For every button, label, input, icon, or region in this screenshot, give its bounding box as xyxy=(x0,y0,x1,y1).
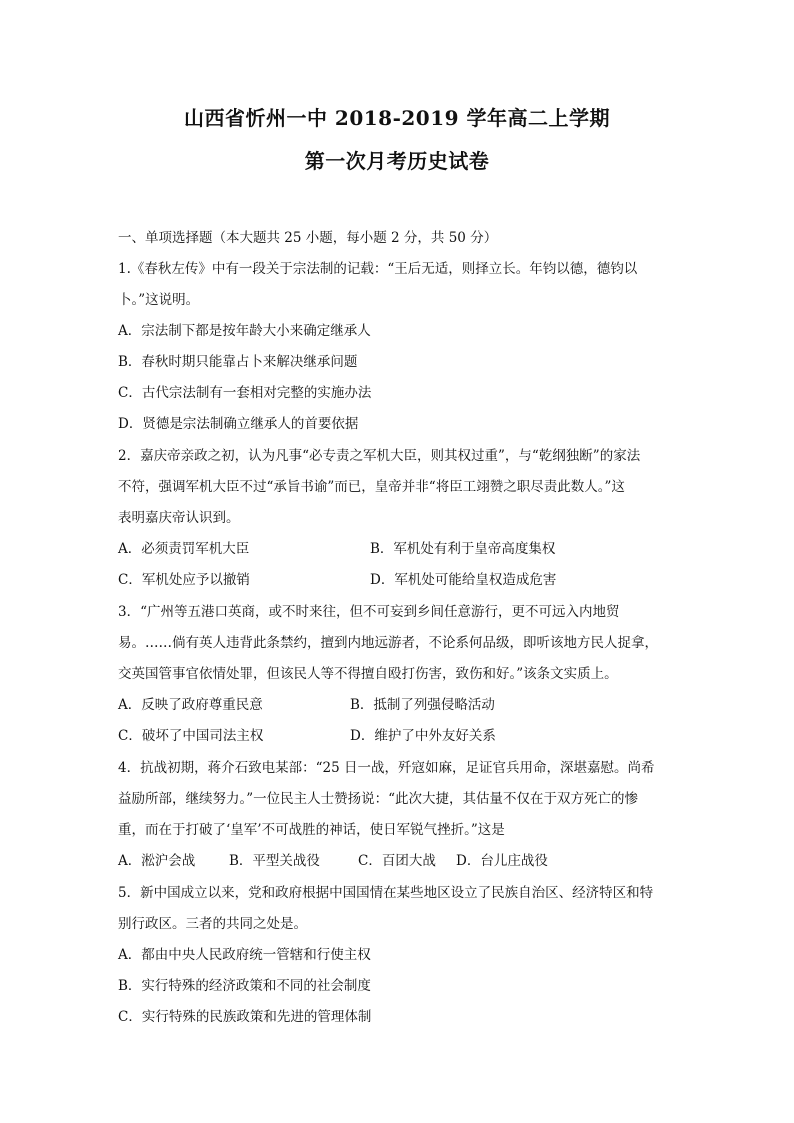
q4-stem-line2: 益励所部，继续努力。”一位民主人士赞扬说：“此次大捷，其估量不仅在于双方死亡的惨 xyxy=(118,791,639,807)
q4-option-b: B．平型关战役 xyxy=(229,853,320,869)
q5-stem-line1: 5．新中国成立以来，党和政府根据中国国情在某些地区设立了民族自治区、经济特区和特 xyxy=(118,885,654,901)
q3-option-c: C．破坏了中国司法主权 xyxy=(118,728,264,744)
q2-option-a: A．必须责罚军机大臣 xyxy=(118,541,250,557)
q3-option-a: A．反映了政府尊重民意 xyxy=(118,697,263,713)
q3-option-row-cd xyxy=(118,726,698,746)
q4-option-a: A．淞沪会战 xyxy=(118,853,196,869)
q2-option-row-cd xyxy=(118,570,698,590)
q1-option-a: A．宗法制下都是按年龄大小来确定继承人 xyxy=(118,323,371,339)
q4-stem-line3: 重，而在于打破了‘皇军’不可战胜的神话，使日军锐气挫折。”这是 xyxy=(118,822,505,838)
q3-option-b: B．抵制了列强侵略活动 xyxy=(350,697,495,713)
q3-option-d: D．维护了中外友好关系 xyxy=(350,728,496,744)
q3-stem-line1: 3．“广州等五港口英商，或不时来往，但不可妄到乡间任意游行，更不可远入内地贸 xyxy=(118,604,620,620)
q2-option-b: B．军机处有利于皇帝高度集权 xyxy=(370,541,556,557)
q4-option-row xyxy=(118,851,698,871)
q3-stem-line3: 交英国管事官依情处罪，但该民人等不得擅自殴打伤害，致伤和好。”该条文实质上。 xyxy=(118,666,618,682)
q5-option-a: A．都由中央人民政府统一管辖和行使主权 xyxy=(118,947,371,963)
q2-option-c: C．军机处应予以撤销 xyxy=(118,572,250,588)
q2-stem-line2: 不符，强调军机大臣不过“承旨书谕”而已，皇帝并非“将臣工翊赞之职尽责此数人。”这 xyxy=(118,479,625,495)
q4-option-c: C．百团大战 xyxy=(358,853,436,869)
exam-title-line2: 第一次月考历史试卷 xyxy=(304,149,490,173)
q1-option-c: C．古代宗法制有一套相对完整的实施办法 xyxy=(118,385,372,401)
q3-stem-line2: 易。……倘有英人违背此条禁约，擅到内地远游者，不论系何品级，即听该地方民人捉拿， xyxy=(118,635,658,651)
q2-option-d: D．军机处可能给皇权造成危害 xyxy=(370,572,557,588)
q1-option-d: D．贤德是宗法制确立继承人的首要依据 xyxy=(118,416,359,432)
q2-stem-line1: 2．嘉庆帝亲政之初，认为凡事“必专责之军机大臣，则其权过重”，与“乾纲独断”的家法 xyxy=(118,448,641,464)
q5-option-b: B．实行特殊的经济政策和不同的社会制度 xyxy=(118,978,371,994)
q4-stem-line1: 4．抗战初期，蒋介石致电某部：“25 日一战，歼寇如麻，足证官兵用命，深堪嘉慰。尚希 xyxy=(118,760,655,776)
q2-option-row-ab xyxy=(118,539,698,559)
q5-stem-line2: 别行政区。三者的共同之处是。 xyxy=(118,916,307,932)
q5-option-c: C．实行特殊的民族政策和先进的管理体制 xyxy=(118,1009,372,1025)
q1-stem-line2: 卜。”这说明。 xyxy=(118,292,200,308)
q2-stem-line3: 表明嘉庆帝认识到。 xyxy=(118,510,240,526)
exam-title-line1: 山西省忻州一中 2018-2019 学年高二上学期 xyxy=(183,106,611,130)
q1-option-b: B．春秋时期只能靠占卜来解决继承问题 xyxy=(118,354,358,370)
section-header: 一、单项选择题（本大题共 25 小题，每小题 2 分，共 50 分） xyxy=(118,230,498,246)
q3-option-row-ab xyxy=(118,695,698,715)
q1-stem-line1: 1.《春秋左传》中有一段关于宗法制的记载：“王后无适，则择立长。年钧以德，德钧以 xyxy=(118,261,638,277)
q4-option-d: D．台儿庄战役 xyxy=(456,853,548,869)
